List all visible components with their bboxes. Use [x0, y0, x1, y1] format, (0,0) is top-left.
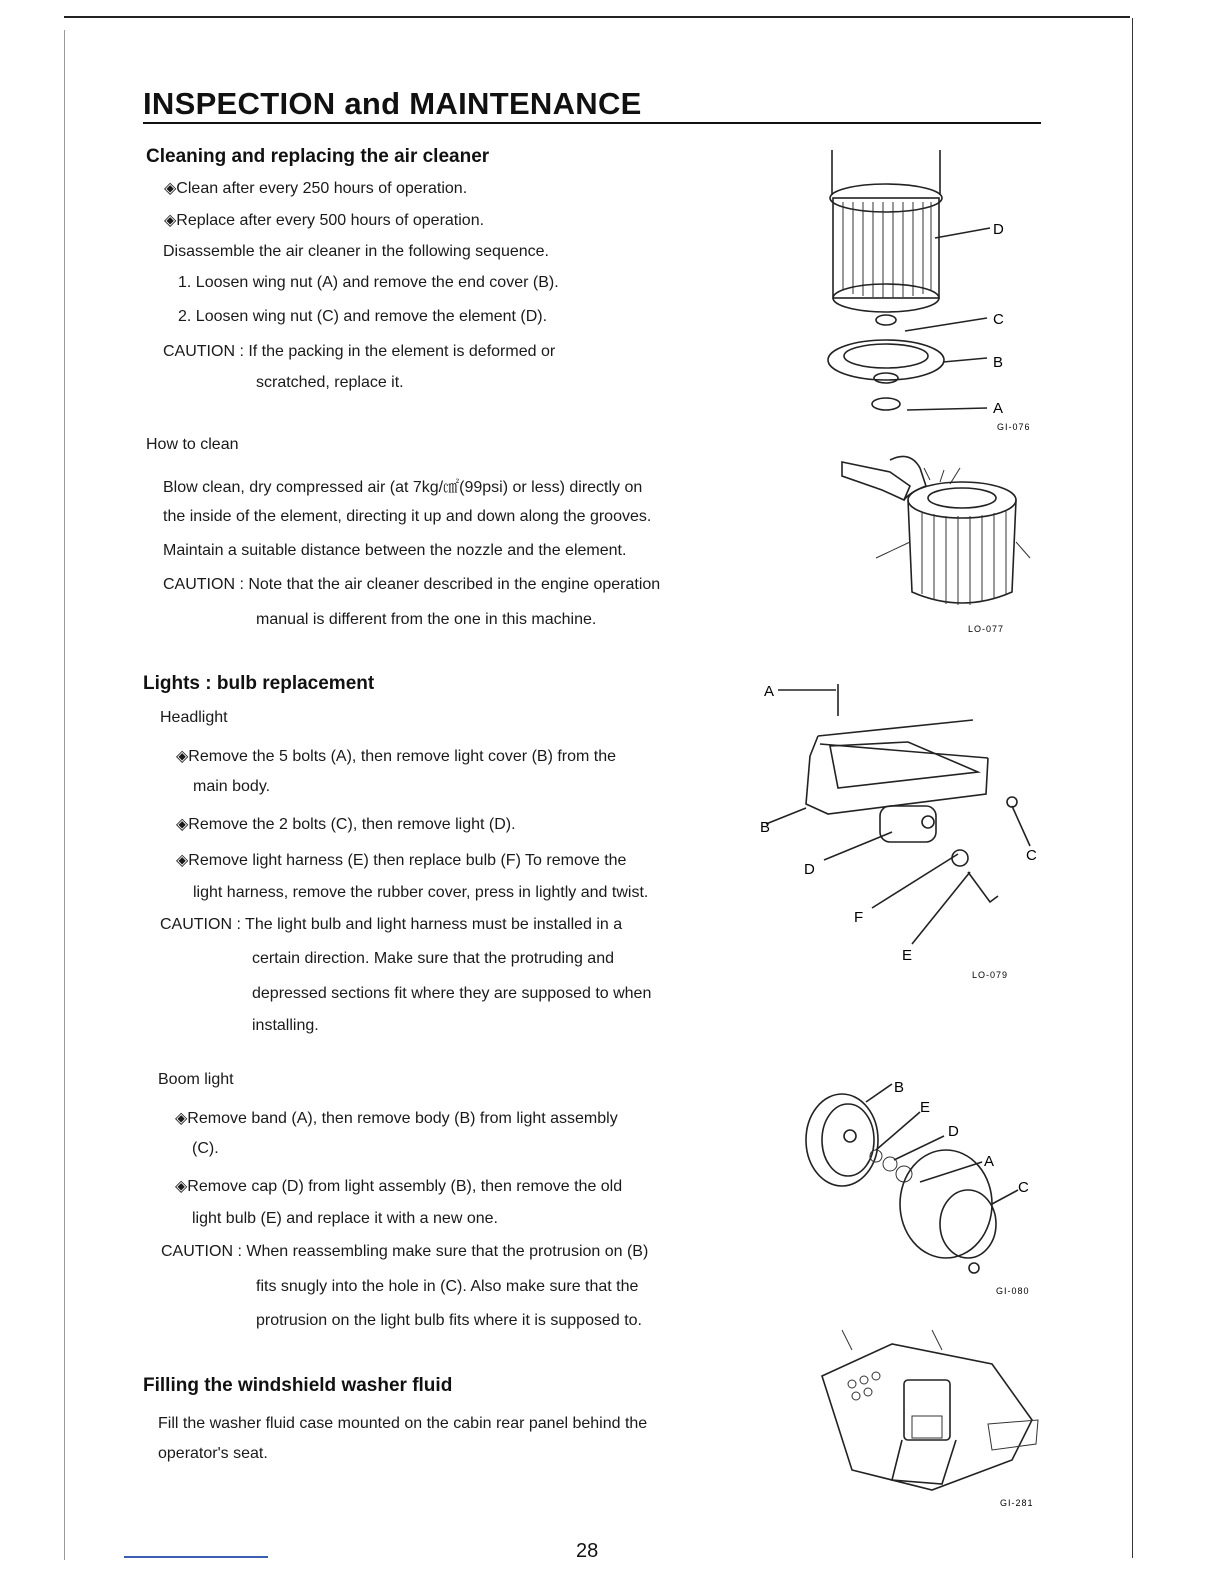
- headlight-subheading: Headlight: [160, 709, 228, 726]
- air-cleaner-heading: Cleaning and replacing the air cleaner: [146, 146, 490, 167]
- boom-light-label-c: C: [1018, 1179, 1029, 1196]
- headlight-bullet-1-cont: main body.: [193, 778, 271, 795]
- headlight-bullet-3-cont: light harness, remove the rubber cover, press in lightly and twist.: [193, 884, 649, 901]
- air-cleaner-bullet-replace: ◈Replace after every 500 hours of operation.: [164, 212, 485, 229]
- air-cleaner-caution-cont: scratched, replace it.: [256, 374, 404, 391]
- headlight-bullet-2: ◈Remove the 2 bolts (C), then remove light (D).: [176, 816, 516, 833]
- figure-caption-gi-080: GI-080: [996, 1286, 1030, 1296]
- headlight-caution: CAUTION : The light bulb and light harness must be installed in a: [160, 916, 623, 933]
- figure-caption-lo-079: LO-079: [972, 970, 1009, 980]
- boom-light-subheading: Boom light: [158, 1071, 234, 1088]
- bottom-accent-line: [124, 1556, 268, 1558]
- boom-light-bullet-2: ◈Remove cap (D) from light assembly (B), then remove the old: [175, 1178, 623, 1195]
- figure-label-c: C: [993, 311, 1004, 328]
- headlight-caution-line-3: depressed sections fit where they are supposed to when: [252, 985, 652, 1002]
- figure-caption-gi-076: GI-076: [997, 422, 1031, 432]
- page-title: INSPECTION and MAINTENANCE: [143, 86, 642, 121]
- how-to-clean-caution-cont: manual is different from the one in this machine.: [256, 611, 597, 628]
- boom-light-caution-line-2: fits snugly into the hole in (C). Also make sure that the: [256, 1278, 639, 1295]
- figure-label-d: D: [993, 221, 1004, 238]
- headlight-caution-line-4: installing.: [252, 1017, 319, 1034]
- blow-clean-illustration: [840, 442, 1040, 642]
- headlight-exploded-figure: [758, 676, 1048, 986]
- washer-case-figure: [812, 1320, 1048, 1510]
- how-to-clean-line-2: the inside of the element, directing it up and down along the grooves.: [163, 508, 652, 525]
- air-cleaner-illustration: [815, 150, 1045, 440]
- blow-clean-figure: [840, 442, 1040, 642]
- left-border: [64, 30, 65, 1560]
- air-cleaner-caution: CAUTION : If the packing in the element is deformed or: [163, 343, 556, 360]
- figure-caption-gi-281: GI-281: [1000, 1498, 1034, 1508]
- headlight-label-b: B: [760, 819, 771, 836]
- boom-light-bullet-1-cont: (C).: [192, 1140, 219, 1157]
- headlight-label-f: F: [854, 909, 864, 926]
- how-to-clean-heading: How to clean: [146, 436, 239, 453]
- headlight-label-c: C: [1026, 847, 1037, 864]
- headlight-bullet-1: ◈Remove the 5 bolts (A), then remove light cover (B) from the: [176, 748, 617, 765]
- headlight-label-a: A: [764, 683, 775, 700]
- boom-light-exploded-figure: [796, 1072, 1046, 1302]
- air-cleaner-bullet-clean: ◈Clean after every 250 hours of operation.: [164, 180, 468, 197]
- top-rule: [64, 16, 1130, 18]
- washer-fluid-line-1: Fill the washer fluid case mounted on the cabin rear panel behind the: [158, 1415, 648, 1432]
- air-cleaner-intro: Disassemble the air cleaner in the following sequence.: [163, 243, 549, 260]
- right-border: [1132, 18, 1133, 1558]
- boom-light-label-e: E: [920, 1099, 931, 1116]
- figure-caption-lo-077: LO-077: [968, 624, 1005, 634]
- air-cleaner-exploded-figure: [815, 150, 1045, 440]
- boom-light-label-d: D: [948, 1123, 959, 1140]
- title-underline: [143, 122, 1041, 124]
- how-to-clean-line-1: Blow clean, dry compressed air (at 7kg/㎠(99psi) or less) directly on: [163, 479, 643, 496]
- boom-light-caution: CAUTION : When reassembling make sure that the protrusion on (B): [161, 1243, 649, 1260]
- page-number: 28: [576, 1540, 599, 1562]
- boom-light-label-a: A: [984, 1153, 995, 1170]
- boom-light-label-b: B: [894, 1079, 905, 1096]
- figure-label-a: A: [993, 400, 1004, 417]
- figure-label-b: B: [993, 354, 1004, 371]
- air-cleaner-step-2: 2. Loosen wing nut (C) and remove the element (D).: [178, 308, 548, 325]
- washer-case-illustration: [812, 1320, 1048, 1510]
- lights-heading: Lights : bulb replacement: [143, 673, 375, 694]
- boom-light-bullet-2-cont: light bulb (E) and replace it with a new one.: [192, 1210, 498, 1227]
- headlight-illustration: [758, 676, 1048, 986]
- washer-fluid-heading: Filling the windshield washer fluid: [143, 1375, 453, 1396]
- how-to-clean-caution: CAUTION : Note that the air cleaner described in the engine operation: [163, 576, 661, 593]
- headlight-label-d: D: [804, 861, 815, 878]
- headlight-caution-line-2: certain direction. Make sure that the protruding and: [252, 950, 614, 967]
- boom-light-illustration: [796, 1072, 1046, 1302]
- washer-fluid-line-2: operator's seat.: [158, 1445, 268, 1462]
- headlight-bullet-3: ◈Remove light harness (E) then replace bulb (F) To remove the: [176, 852, 627, 869]
- boom-light-bullet-1: ◈Remove band (A), then remove body (B) from light assembly: [175, 1110, 618, 1127]
- how-to-clean-line-3: Maintain a suitable distance between the nozzle and the element.: [163, 542, 627, 559]
- boom-light-caution-line-3: protrusion on the light bulb fits where it is supposed to.: [256, 1312, 642, 1329]
- headlight-label-e: E: [902, 947, 913, 964]
- air-cleaner-step-1: 1. Loosen wing nut (A) and remove the end cover (B).: [178, 274, 559, 291]
